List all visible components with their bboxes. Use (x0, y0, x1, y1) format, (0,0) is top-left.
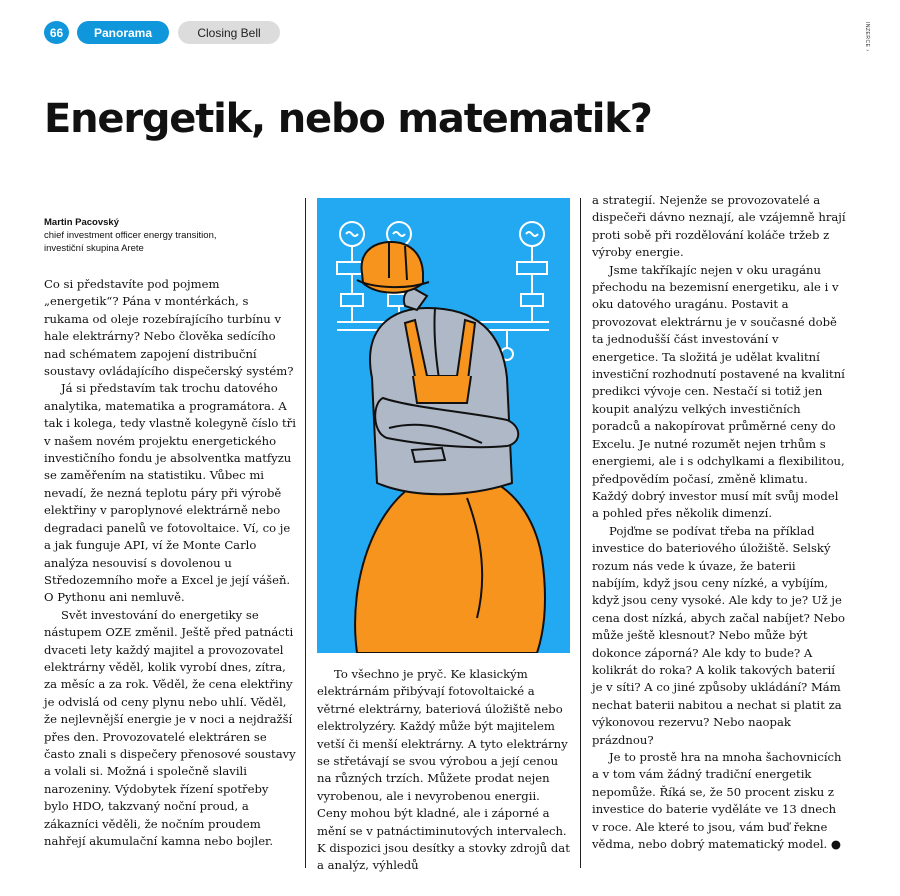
col1-paragraph-3: Svět investování do energetiky se nástupem OZE změnil. Ještě před patnácti dvaceti lety každý majitel a provozovatel elektrárny věděl, kolik vyrobí dnes, zítra, za měsíc a za rok. Věděl, že cena elektřiny je odvislá od ceny plynu nebo uhlí. Věděl, že nejlevnější energie je v noci a nejdražší přes den. Provozovatelé elektráren se často znali s dispečery přenosové soustavy a volali si. Možná i společně slavili narozeniny. Výdobytek řízení spotřeby bylo HDO, takzvaný noční proud, a zákazníci věděli, že nočním proudem nahřejí akumulační kamna nebo bojler. (44, 607, 296, 848)
col3-paragraph-4 (592, 749, 846, 853)
tag-closing-bell[interactable]: Closing Bell (178, 21, 280, 44)
author-role-line-2: investiční skupina Arete (44, 243, 144, 254)
col3-paragraph-2: Jsme takříkajíc nejen v oku uragánu přechodu na bezemisní energetiku, ale i v oku datového uragánu. Postavit a provozovat elektrárnu je v současné době ta jednodušší část investování v energetice. Ta složitá je udělat kvalitní investiční rozhodnutí postavené na kvalitní predikci vývoje cen. Nestačí si totiž jen koupit analýzu velkých investičních poradců a nakopírovat průměrné ceny do Excelu. Je nutné rozumět nejen trhům s energiemi, ale i s odchylkami a flexibilitou, předpovědím počasí, změně klimatu. Každý dobrý investor musí mít svůj model a pohled přes několik dimenzí. (592, 262, 845, 521)
col2-paragraph-1: To všechno je pryč. Ke klasickým elektrárnám přibývají fotovoltaické a větrné elektrárny, bateriová úložiště nebo elektrolyzéry. Každý může být majitelem vetší či menší elektrárny. A tyto elektrárny se střetávají se svou výrobou a její cenou na různých trzích. Můžete prodat nejen vyrobenou, ale i nevyrobenou energii. Ceny mohou být kladné, ale i záporné a mění se v patnáctiminutových intervalech. K dispozici jsou desítky a stovky zdrojů dat a analýz, výhledů (317, 667, 570, 873)
worker-illustration-svg (317, 198, 570, 653)
column-2 (317, 666, 570, 875)
author-block (44, 216, 217, 255)
col1-paragraph-2: Já si představím tak trochu datového analytika, matematika a programátora. A tak i kolega, tedy vlastně kolegyně číslo tři v našem novém projektu energetického investičního fondu je absolventka matfyzu se zaměřením na statistiku. Vůbec mi nevadí, že nezná teplotu páry při výrobě elektřiny v paroplynové elektrárně nebo degradaci panelů ve fotovoltaice. Ví, co je a jak funguje API, ví že Monte Carlo analýza nesouvisí s dovolenou u Středozemního moře a Excel je její vášeň. O Pythonu ani nemluvě. (44, 381, 296, 605)
page-number-badge: 66 (44, 21, 69, 44)
col3-paragraph-4-text: Je to prostě hra na mnoha šachovnicích a v tom vám žádný tradiční energetik nepomůže. Říká se, že 50 procent zisku z investice do baterie vyděláte ve 13 dnech v roce. Ale které to jsou, vám buď řekne vědma, nebo dobrý matematický model. (592, 750, 842, 852)
illustration-energy-worker (317, 198, 570, 653)
column-3 (592, 192, 846, 853)
worker-figure (355, 242, 545, 653)
column-divider-1 (305, 198, 306, 868)
col3-paragraph-3: Pojďme se podívat třeba na příklad investice do bateriového úložiště. Selský rozum nás vede k úvaze, že baterii nabíjím, když jsou ceny nízké, a vybíjím, když jsou ceny vysoké. Ale kdy to je? Už je cena dost nízká, abych začal nabíjet? Nebo může ještě klesnout? Nebo může být dokonce záporná? Ale kdy to bude? A kolikrát do roka? A kolik takových baterií je v síti? A co jiné způsoby ukládání? Mám nechat baterii nabitou a nechat si platit za výkonovou rezervu? Nebo naopak prázdnou? (592, 523, 845, 747)
end-mark-icon: ● (830, 837, 842, 852)
author-name: Martin Pacovský (44, 217, 119, 228)
col3-paragraph-1: a strategií. Nejenže se provozovatelé a dispečeři dávno neznají, ale vzájemně hrají proti sobě při rozdělování koláče tržeb z výroby energie. (592, 193, 846, 260)
side-label: INZERCE › (864, 22, 870, 52)
author-role-line-1: chief investment officer energy transition, (44, 230, 217, 241)
column-1 (44, 276, 296, 850)
col1-paragraph-1: Co si představíte pod pojmem „energetik“? Pána v montérkách, s rukama od oleje rozebírajícího turbínu v hale elektrárny? Nebo člověka sedícího nad schématem zapojení distribuční soustavy ovládajícího dispečerský systém? (44, 277, 294, 379)
column-divider-2 (580, 198, 581, 868)
article-title: Energetik, nebo matematik? (44, 96, 652, 142)
section-tab-panorama[interactable]: Panorama (77, 21, 169, 44)
